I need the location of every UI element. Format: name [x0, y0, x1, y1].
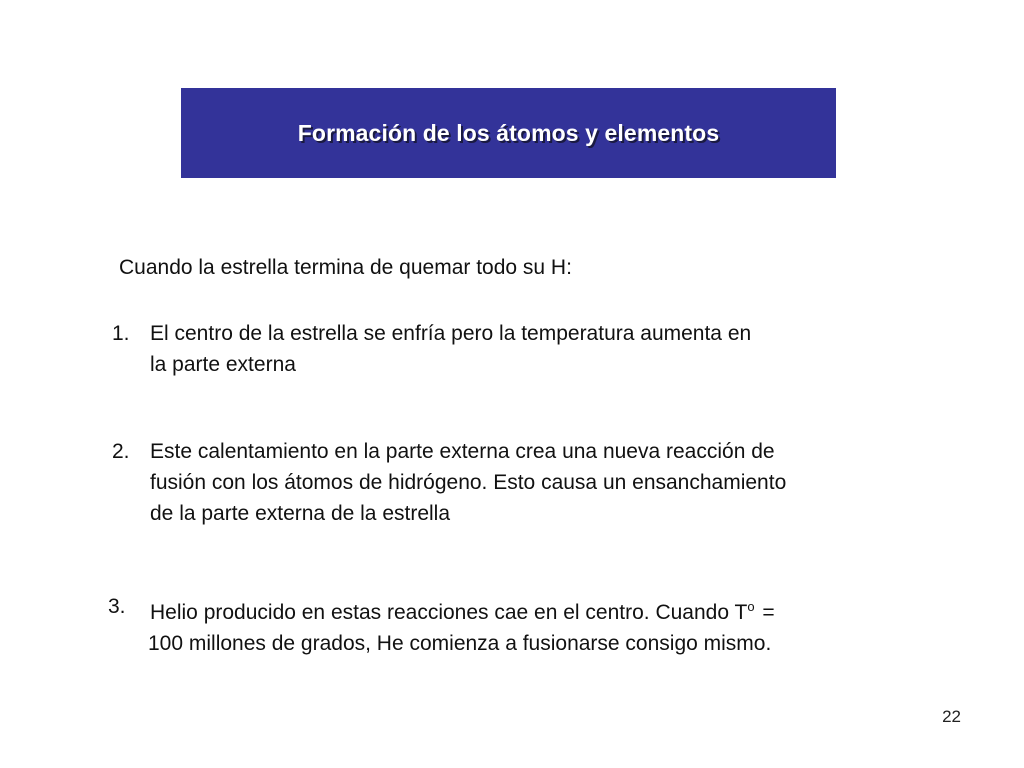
list-item-2-line-3: de la parte externa de la estrella [150, 502, 451, 525]
list-item-3-line-1-tail: = [756, 601, 775, 624]
temperature-superscript: o [747, 599, 755, 614]
intro-text: Cuando la estrella termina de quemar todo su H: [119, 256, 572, 279]
slide-title: Formación de los átomos y elementos [297, 119, 720, 146]
list-item-2-text [150, 436, 786, 529]
list-item-1-line-1: El centro de la estrella se enfría pero la temperatura aumenta en [150, 322, 752, 345]
list-item-2-line-2: fusión con los átomos de hidrógeno. Esto causa un ensanchamiento [150, 471, 787, 494]
list-item-3-line-1-main: Helio producido en estas reacciones cae en el centro. Cuando T [150, 601, 748, 624]
list-number-1: 1. [112, 322, 130, 345]
page-number: 22 [942, 707, 961, 726]
list-number-3: 3. [108, 595, 126, 618]
title-banner [181, 88, 836, 178]
list-item-2-line-1: Este calentamiento en la parte externa crea una nueva reacción de [150, 440, 775, 463]
list-item-1-line-2: la parte externa [150, 353, 296, 376]
list-item-1-text [150, 318, 751, 380]
list-item-3-line-1 [150, 591, 775, 628]
list-item-3-line-2: 100 millones de grados, He comienza a fusionarse consigo mismo. [148, 632, 772, 655]
list-item-3-text [150, 591, 775, 659]
list-number-2: 2. [112, 440, 130, 463]
